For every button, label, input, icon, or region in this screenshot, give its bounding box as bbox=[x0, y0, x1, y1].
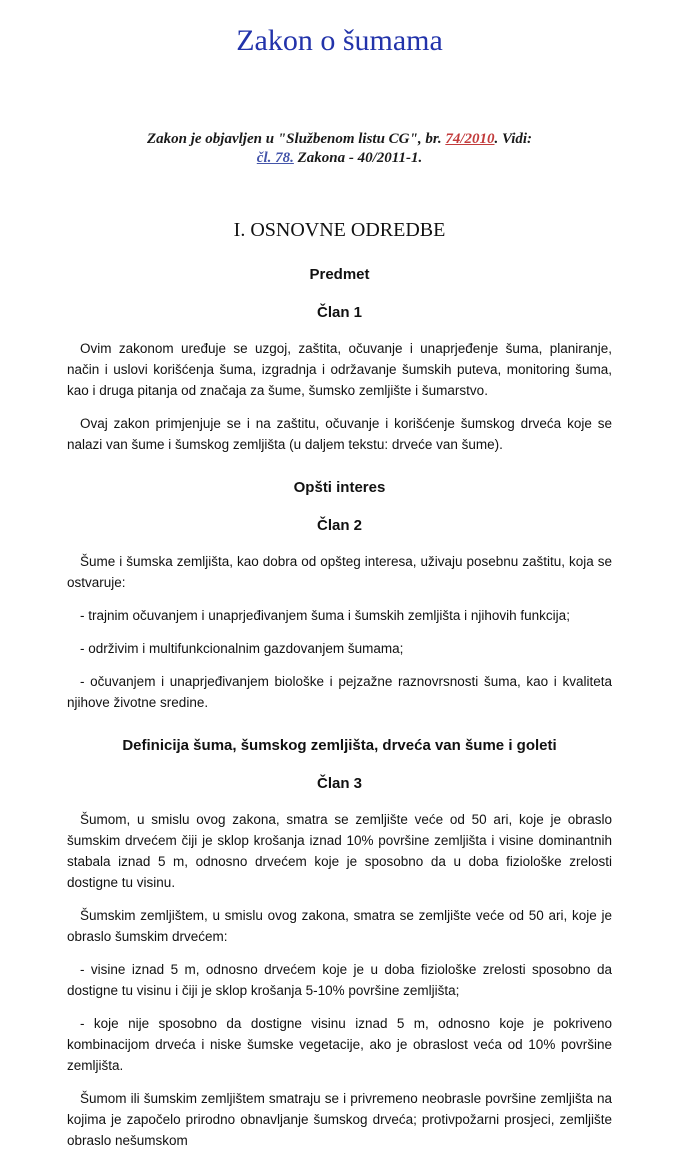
gazette-number-link[interactable]: 74/2010 bbox=[445, 131, 495, 147]
paragraph: - održivim i multifunkcionalnim gazdovanjem šumama; bbox=[80, 641, 404, 656]
article-heading: Član 3 bbox=[316, 775, 362, 792]
publication-note-text: Zakon je objavljen u "Službenom listu CG", br. bbox=[146, 131, 446, 147]
paragraph: - visine iznad 5 m, odnosno drvećem koje je u doba fiziološke zrelosti sposobno da dostigne tu visinu i čiji je sklop krošanja 5-10% površine zemljišta; bbox=[67, 962, 612, 998]
publication-note-text: Zakona - 40/2011-1. bbox=[293, 150, 423, 166]
publication-note bbox=[67, 130, 612, 168]
paragraph: Šumskim zemljištem, u smislu ovog zakona, smatra se zemljište veće od 50 ari, koje je obraslo šumskim drvećem: bbox=[67, 908, 612, 944]
paragraph: Šumom ili šumskim zemljištem smatraju se i privremeno neobrasle površine zemljišta na kojima je započelo prirodno obnavljanje šumskog drveća; protivpožarni prosjeci, zemljište obraslo nešumskom bbox=[67, 1091, 612, 1148]
document-page bbox=[0, 24, 679, 1148]
paragraph: Šume i šumska zemljišta, kao dobra od opšteg interesa, uživaju posebnu zaštitu, koja se ostvaruje: bbox=[67, 554, 612, 590]
article-heading: Član 1 bbox=[316, 304, 362, 321]
paragraph: - očuvanjem i unaprjeđivanjem biološke i pejzažne raznovrsnosti šuma, kao i kvaliteta njihove životne sredine. bbox=[67, 674, 612, 710]
chapter-heading: I. OSNOVNE ODREDBE bbox=[233, 219, 446, 241]
document-body bbox=[67, 266, 612, 1151]
paragraph: - trajnim očuvanjem i unaprjeđivanjem šuma i šumskih zemljišta i njihovih funkcija; bbox=[80, 608, 570, 623]
paragraph: Šumom, u smislu ovog zakona, smatra se zemljište veće od 50 ari, koje je obraslo šumskim drvećem čiji je sklop krošanja iznad 10% površine zemljišta i visine dominantnih stabala iznad 5 m, odnosno drvećem koje je sposobno da u doba fiziološke zrelosti dostigne tu visinu. bbox=[67, 812, 612, 890]
publication-note-line-2 bbox=[67, 149, 612, 168]
section-subject-heading: Definicija šuma, šumskog zemljišta, drveća van šume i goleti bbox=[122, 737, 557, 754]
section-subject-heading: Predmet bbox=[309, 266, 370, 283]
paragraph: - koje nije sposobno da dostigne visinu iznad 5 m, odnosno koje je pokriveno kombinacijom drveća i niske šumske vegetacije, ako je obraslost veća od 10% površine zemljišta. bbox=[67, 1016, 612, 1073]
article-heading: Član 2 bbox=[316, 517, 362, 534]
article-reference-link[interactable]: čl. 78. bbox=[256, 150, 294, 166]
paragraph: Ovaj zakon primjenjuje se i na zaštitu, očuvanje i korišćenje šumskog drveća koje se nalazi van šume i šumskog zemljišta (u daljem tekstu: drveće van šume). bbox=[67, 416, 612, 452]
publication-note-line-1 bbox=[67, 130, 612, 149]
page-title: Zakon o šumama bbox=[236, 24, 443, 57]
section-subject-heading: Opšti interes bbox=[293, 479, 386, 496]
paragraph: Ovim zakonom uređuje se uzgoj, zaštita, očuvanje i unaprjeđenje šuma, planiranje, način i uslovi korišćenja šuma, izgradnja i održavanje šumskih puteva, monitoring šuma, kao i druga pitanja od značaja za šume, šumsko zemljište i šumarstvo. bbox=[67, 341, 612, 398]
publication-note-text: . Vidi: bbox=[494, 131, 533, 147]
